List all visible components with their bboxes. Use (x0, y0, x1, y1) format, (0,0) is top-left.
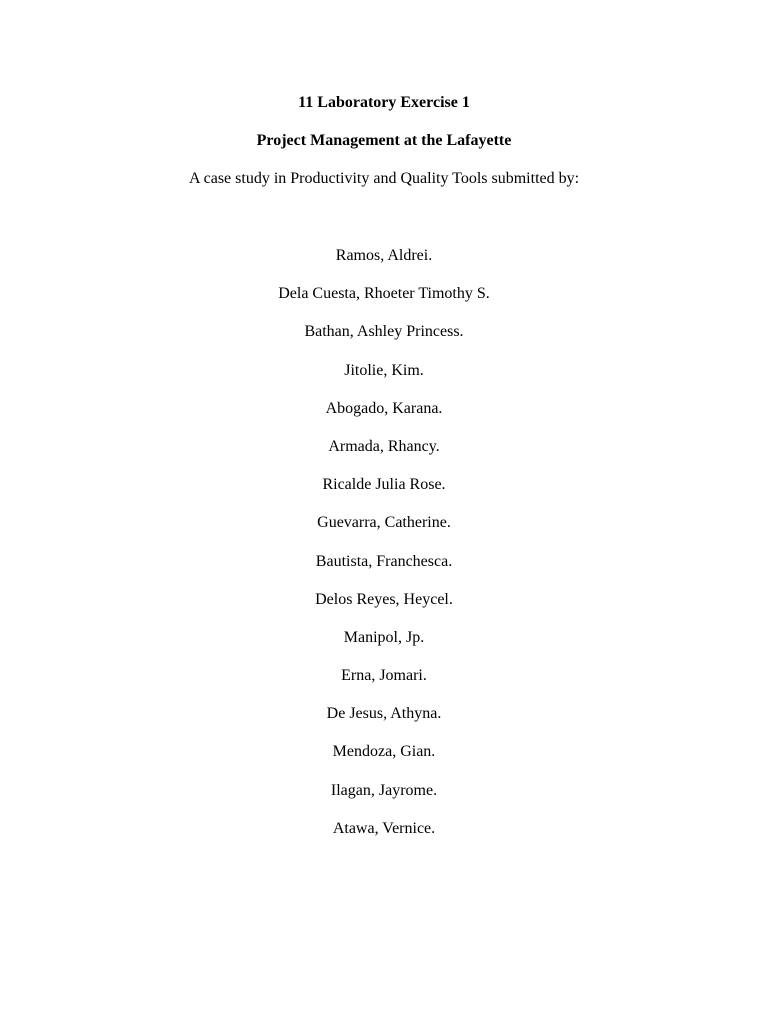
author-name: Armada, Rhancy. (328, 437, 440, 455)
author-name: Abogado, Karana. (325, 399, 443, 417)
intro-text: A case study in Productivity and Quality Tools submitted by: (188, 170, 580, 187)
author-name: Ricalde Julia Rose. (322, 476, 446, 494)
author-name: Delos Reyes, Heycel. (315, 590, 453, 608)
document-subtitle: Project Management at the Lafayette (256, 132, 512, 149)
author-name: Guevarra, Catherine. (317, 514, 451, 532)
author-name: Dela Cuesta, Rhoeter Timothy S. (278, 285, 490, 303)
author-name: Ramos, Aldrei. (335, 247, 433, 264)
author-name: De Jesus, Athyna. (326, 705, 442, 723)
author-name: Jitolie, Kim. (344, 361, 424, 379)
author-name: Ilagan, Jayrome. (330, 781, 438, 799)
document-title: 11 Laboratory Exercise 1 (298, 94, 470, 111)
author-name: Mendoza, Gian. (332, 743, 436, 761)
author-name: Bathan, Ashley Princess. (304, 323, 464, 341)
author-name: Atawa, Vernice. (332, 819, 436, 837)
author-name: Bautista, Franchesca. (315, 552, 453, 570)
author-name: Erna, Jomari. (341, 667, 427, 685)
author-list (0, 246, 768, 857)
author-name: Manipol, Jp. (343, 628, 425, 646)
